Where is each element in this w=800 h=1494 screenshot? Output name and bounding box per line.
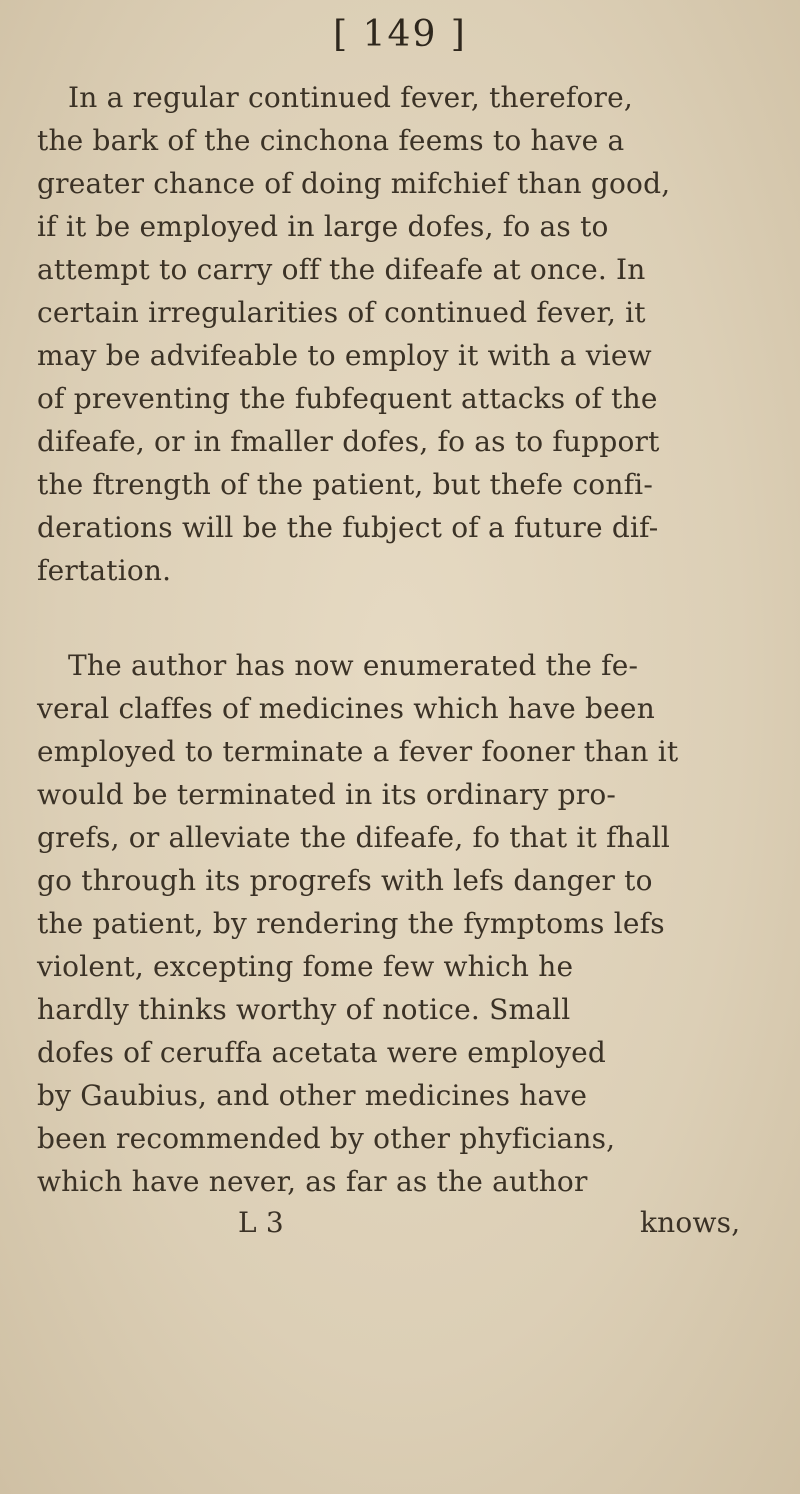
text-line: been recommended by other phyficians,: [37, 1122, 616, 1155]
text-line: grefs, or alleviate the difeafe, fo that it fhall: [37, 821, 671, 854]
text-line: the bark of the cinchona feems to have a: [37, 124, 625, 157]
catchword: knows,: [640, 1206, 741, 1239]
text-line: the ftrength of the patient, but thefe confi-: [37, 468, 653, 501]
text-line: greater chance of doing mifchief than good,: [37, 167, 671, 200]
text-line: difeafe, or in fmaller dofes, fo as to fupport: [37, 425, 660, 458]
text-line: attempt to carry off the difeafe at once. In: [37, 253, 646, 286]
signature-mark: L 3: [238, 1206, 284, 1239]
text-line: fertation.: [37, 554, 172, 587]
text-line: In a regular continued fever, therefore,: [68, 81, 633, 114]
text-line: may be advifeable to employ it with a view: [37, 339, 652, 372]
text-line: would be terminated in its ordinary pro-: [37, 778, 617, 811]
text-line: which have never, as far as the author: [37, 1165, 588, 1198]
text-line: violent, excepting fome few which he: [37, 950, 574, 983]
text-line: by Gaubius, and other medicines have: [37, 1079, 588, 1112]
text-line: hardly thinks worthy of notice. Small: [37, 993, 571, 1026]
text-line: of preventing the fubfequent attacks of the: [37, 382, 658, 415]
text-line: the patient, by rendering the fymptoms lefs: [37, 907, 665, 940]
text-line: veral claffes of medicines which have been: [37, 692, 655, 725]
text-line: The author has now enumerated the fe-: [68, 649, 639, 682]
text-line: certain irregularities of continued fever, it: [37, 296, 646, 329]
text-line: derations will be the fubject of a future dif-: [37, 511, 659, 544]
text-line: employed to terminate a fever fooner than it: [37, 735, 679, 768]
text-line: dofes of ceruffa acetata were employed: [37, 1036, 606, 1069]
text-line: go through its progrefs with lefs danger to: [37, 864, 653, 897]
page-number-header: [ 149 ]: [333, 14, 467, 55]
text-line: if it be employed in large dofes, fo as to: [37, 210, 609, 243]
